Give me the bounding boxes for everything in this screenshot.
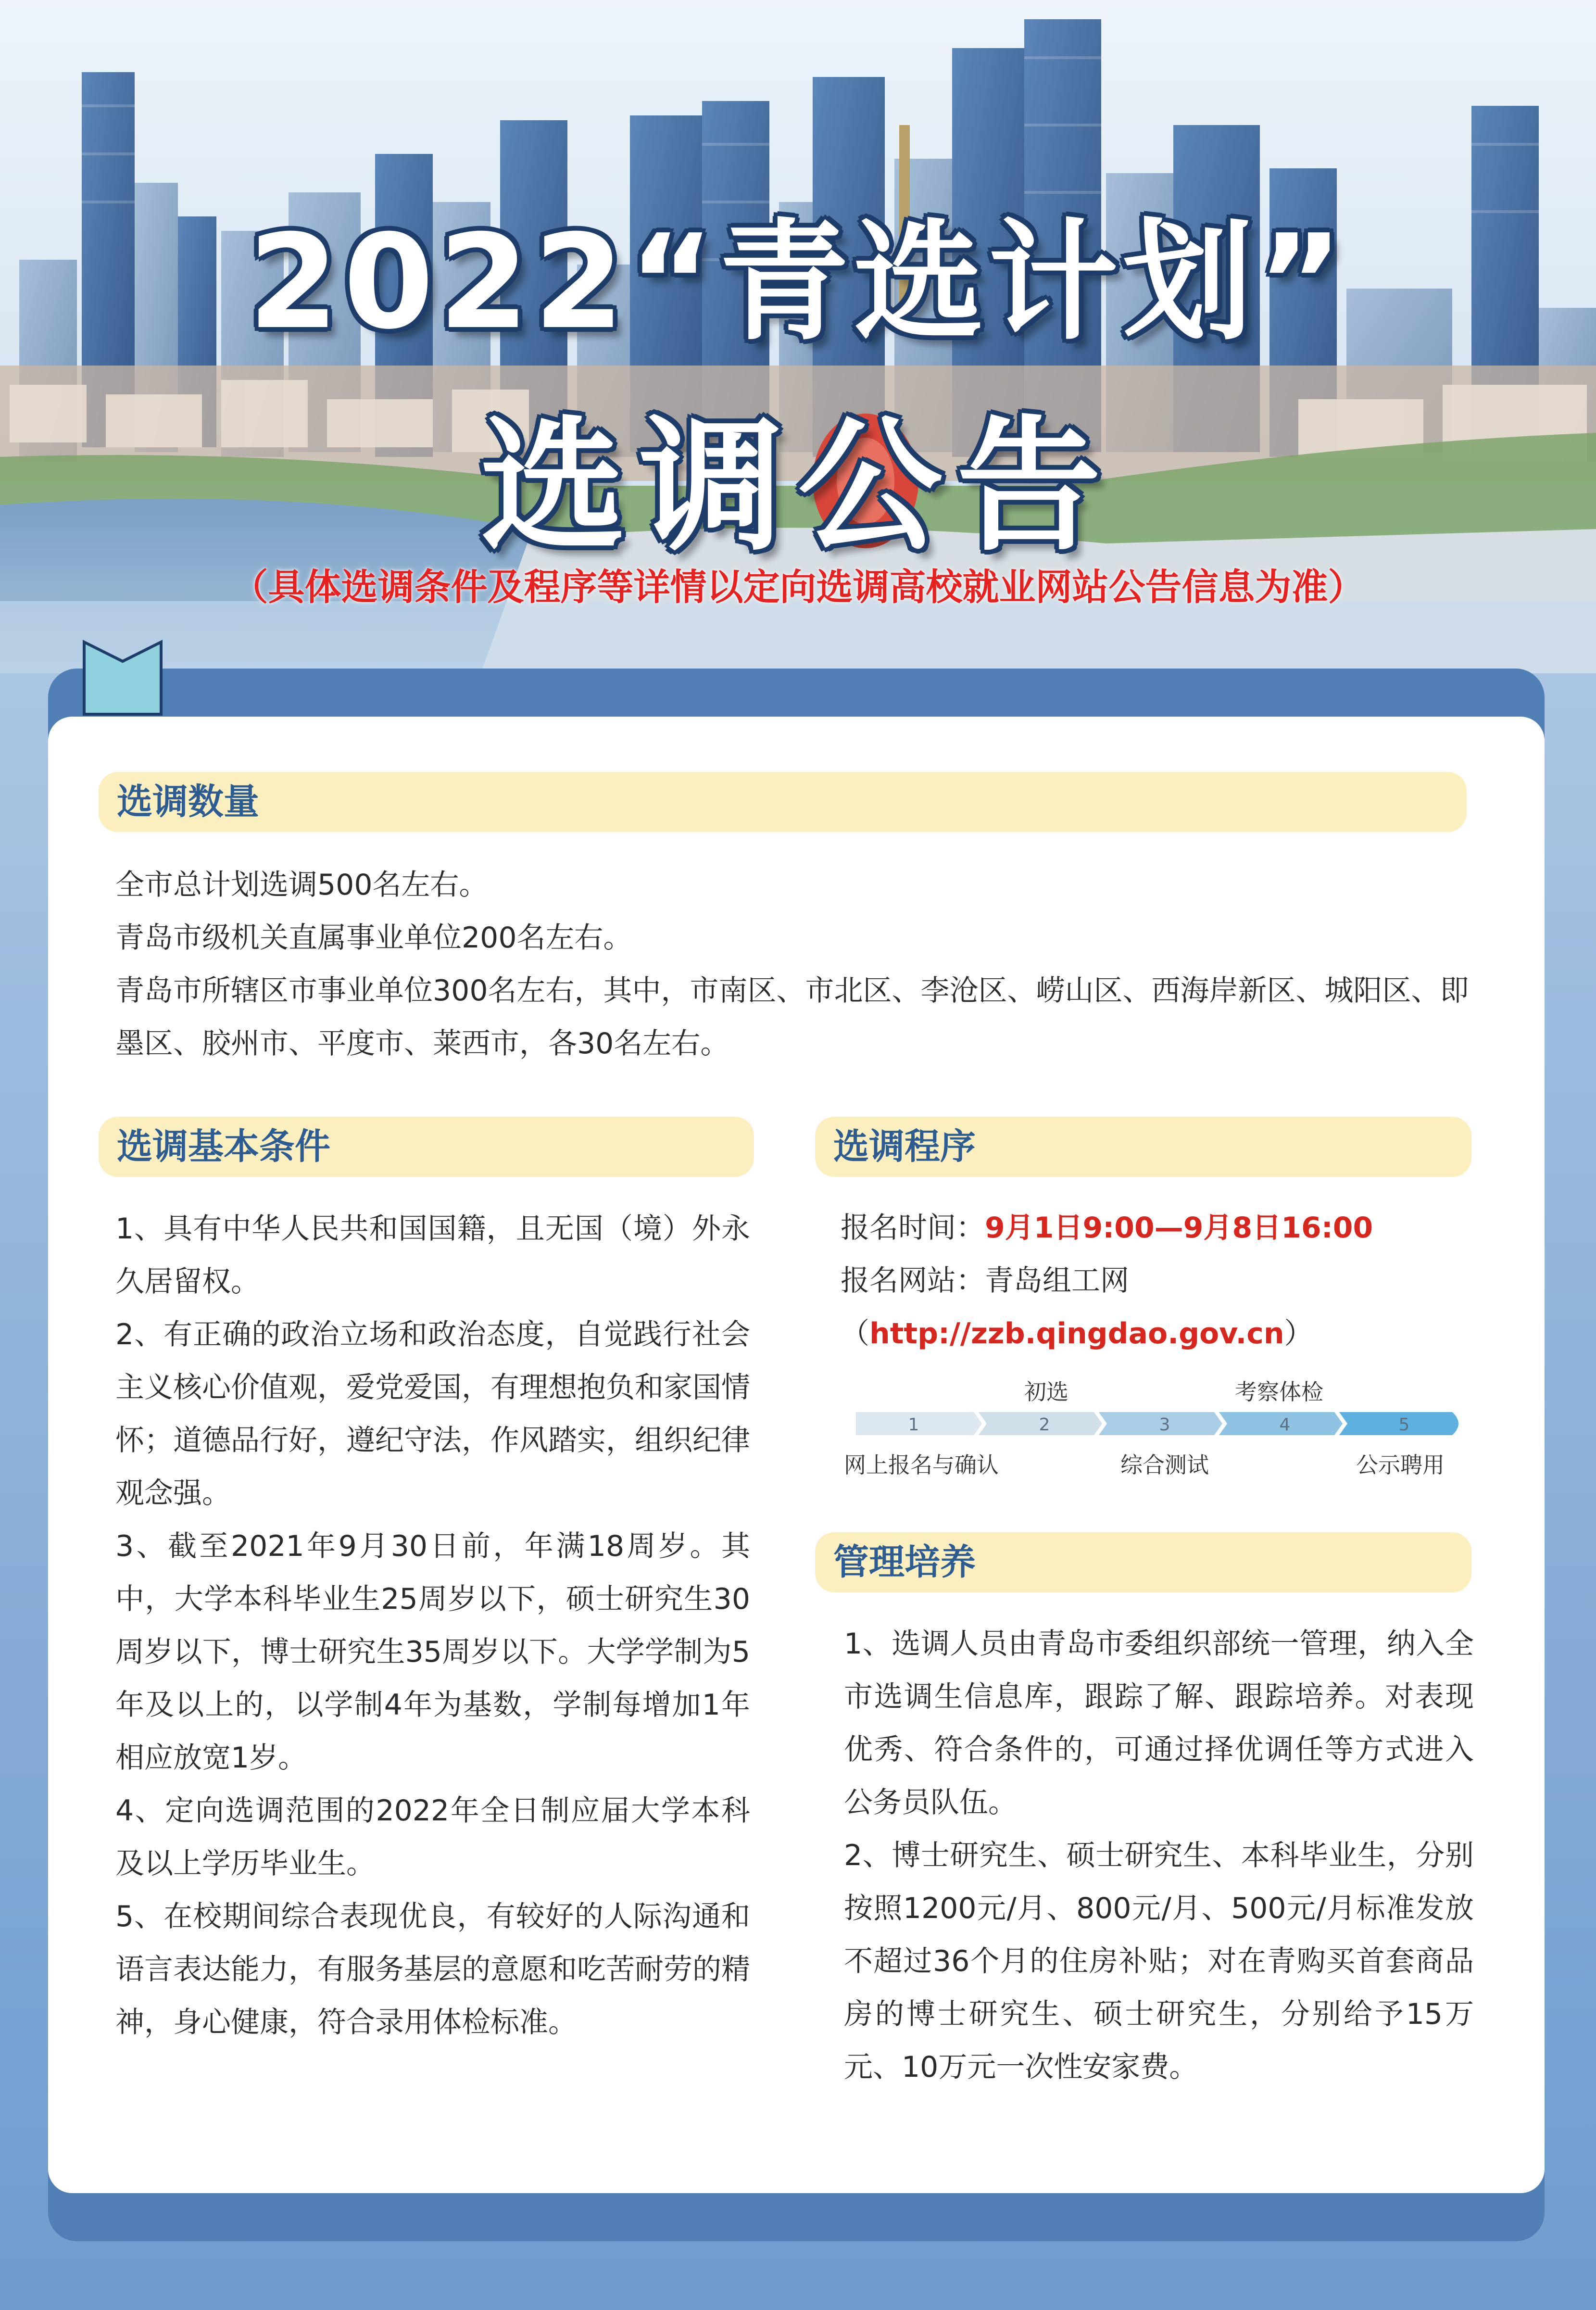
conditions-list xyxy=(115,1202,750,2049)
condition-item: 4、定向选调范围的2022年全日制应届大学本科及以上学历毕业生。 xyxy=(115,1794,750,1881)
step-label-comprehensive-test: 综合测试 xyxy=(1120,1452,1209,1478)
management-item: 2、博士研究生、硕士研究生、本科毕业生，分别按照1200元/月、800元/月、500元/月标准发放不超过36个月的住房补贴；对在青购买首套商品房的博士研究生、硕士研究生，分别给予15万元、10万元一次性安家费。 xyxy=(844,1839,1474,2084)
process-info xyxy=(841,1201,1475,1360)
step-4-number: 4 xyxy=(1279,1415,1291,1435)
title-year: 2022“青选计划” xyxy=(248,206,1348,358)
step-label-inspection: 考察体检 xyxy=(1235,1379,1323,1405)
condition-item: 2、有正确的政治立场和政治态度，自觉践行社会主义核心价值观，爱党爱国，有理想抱负和家国情怀；道德品行好，遵纪守法，作风踏实，组织纪律观念强。 xyxy=(115,1318,750,1510)
quota-line: 青岛市所辖区市事业单位300名左右，其中，市南区、市北区、李沧区、崂山区、西海岸新区、城阳区、即墨区、胶州市、平度市、莱西市，各30名左右。 xyxy=(115,974,1469,1060)
subtitle-note: （具体选调条件及程序等详情以定向选调高校就业网站公告信息为准） xyxy=(231,566,1365,608)
section-heading-process: 选调程序 xyxy=(815,1117,1471,1177)
registration-url-link[interactable]: http://zzb.qingdao.gov.cn xyxy=(869,1317,1284,1351)
hero-banner xyxy=(0,0,1596,673)
condition-item: 3、截至2021年9月30日前，年满18周岁。其中，大学本科毕业生25周岁以下，硕士研究生30周岁以下，博士研究生35周岁以下。大学学制为5年及以上的，以学制4年为基数，学制每增加1年相应放宽1岁。 xyxy=(115,1529,750,1775)
registration-url-line xyxy=(841,1307,1475,1360)
section-heading-quota: 选调数量 xyxy=(99,772,1467,832)
section-heading-conditions: 选调基本条件 xyxy=(99,1117,754,1177)
url-close: ） xyxy=(1284,1317,1313,1351)
step-3-number: 3 xyxy=(1159,1415,1170,1435)
quota-line: 青岛市级机关直属事业单位200名左右。 xyxy=(115,921,632,955)
reg-time-label: 报名时间： xyxy=(841,1211,985,1245)
step-5-number: 5 xyxy=(1398,1415,1410,1435)
step-label-online-registration: 网上报名与确认 xyxy=(844,1452,999,1478)
quota-line: 全市总计划选调500名左右。 xyxy=(115,868,488,902)
quota-text xyxy=(115,858,1471,1070)
condition-item: 5、在校期间综合表现优良，有较好的人际沟通和语言表达能力，有服务基层的意愿和吃苦耐劳的精神，身心健康，符合录用体检标准。 xyxy=(115,1900,750,2039)
management-list xyxy=(844,1617,1474,2094)
step-label-publicity-hiring: 公示聘用 xyxy=(1356,1452,1445,1478)
reg-time-value: 9月1日9:00—9月8日16:00 xyxy=(985,1211,1373,1245)
step-1-number: 1 xyxy=(908,1415,919,1435)
condition-item: 1、具有中华人民共和国国籍，且无国（境）外永久居留权。 xyxy=(115,1212,750,1299)
title-main: 选调公告 xyxy=(480,403,1116,570)
bookmark-icon xyxy=(82,640,163,717)
registration-time xyxy=(841,1201,1475,1254)
step-label-preliminary: 初选 xyxy=(1024,1379,1068,1405)
management-item: 1、选调人员由青岛市委组织部统一管理，纳入全市选调生信息库，跟踪了解、跟踪培养。对表现优秀、符合条件的，可通过择优调任等方式进入公务员队伍。 xyxy=(844,1627,1474,1819)
step-2-number: 2 xyxy=(1039,1415,1050,1435)
section-heading-management: 管理培养 xyxy=(815,1532,1471,1592)
url-open: （ xyxy=(841,1317,869,1351)
registration-site: 报名网站：青岛组工网 xyxy=(841,1264,1129,1298)
process-steps-bar xyxy=(856,1409,1467,1438)
